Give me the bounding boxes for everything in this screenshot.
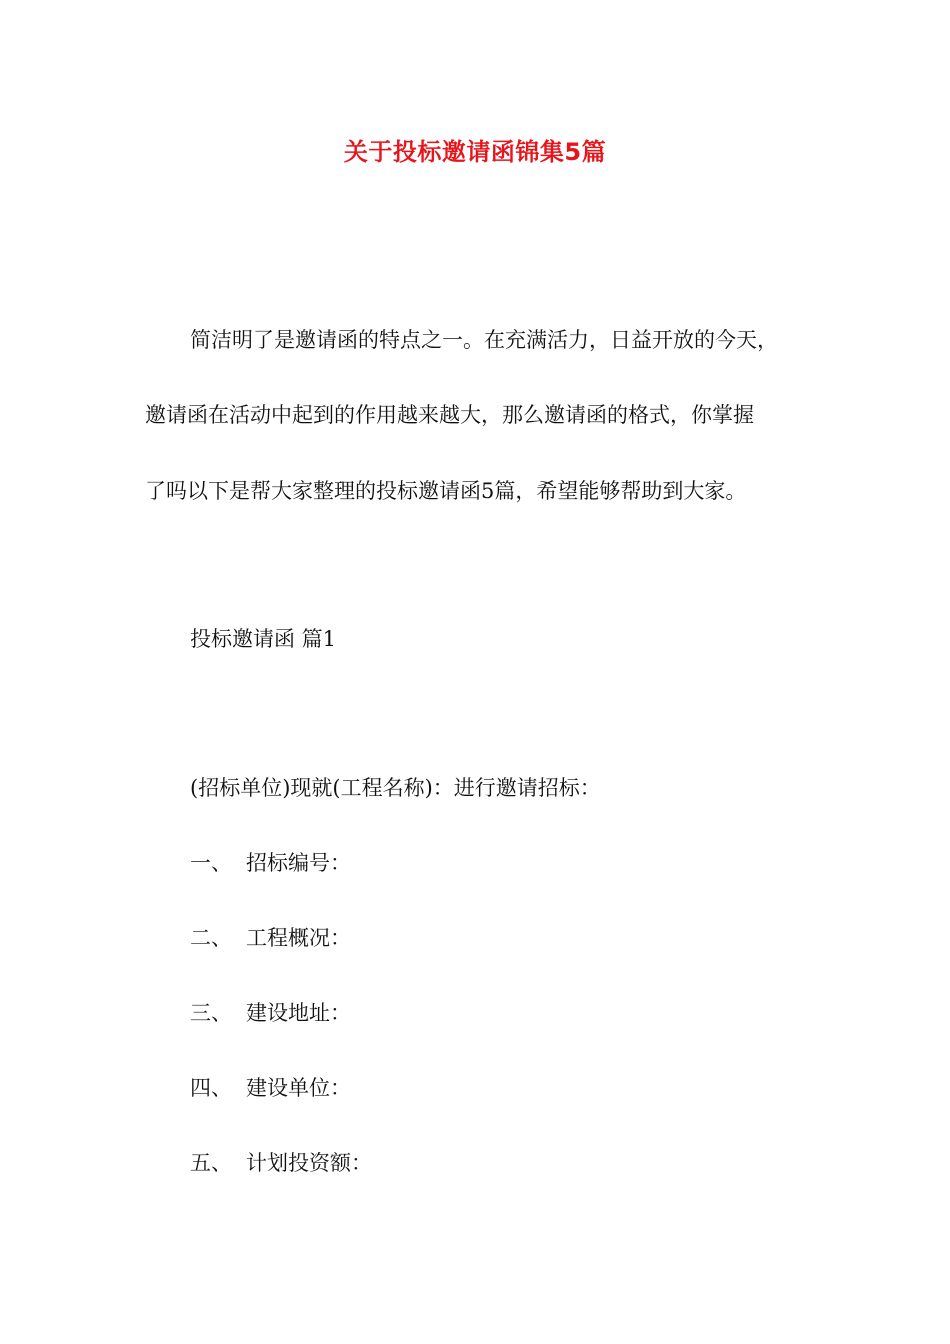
list-item-number: 三、 [190,1001,232,1025]
list-item [190,1074,351,1102]
invitation-lead-line: (招标单位)现就(工程名称)：进行邀请招标： [190,776,601,800]
intro-paragraph-line-3: 了吗以下是帮大家整理的投标邀请函5篇，希望能够帮助到大家。 [145,479,747,503]
intro-paragraph-line-1: 简洁明了是邀请函的特点之一。在充满活力，日益开放的今天， [190,328,778,352]
section-heading: 投标邀请函 篇1 [190,627,337,651]
list-item [190,1149,372,1177]
list-item-text: 计划投资额： [246,1151,372,1175]
list-item [190,924,351,952]
list-item-number: 一、 [190,851,232,875]
list-item-text: 建设单位： [246,1076,351,1100]
list-item-number: 二、 [190,926,232,950]
list-item [190,849,351,877]
intro-paragraph-line-2: 邀请函在活动中起到的作用越来越大，那么邀请函的格式，你掌握 [145,403,754,427]
document-title: 关于投标邀请函锦集5篇 [343,138,607,166]
list-item [190,999,351,1027]
list-item-number: 五、 [190,1151,232,1175]
list-item-text: 建设地址： [246,1001,351,1025]
list-item-text: 招标编号： [246,851,351,875]
list-item-number: 四、 [190,1076,232,1100]
list-item-text: 工程概况： [246,926,351,950]
